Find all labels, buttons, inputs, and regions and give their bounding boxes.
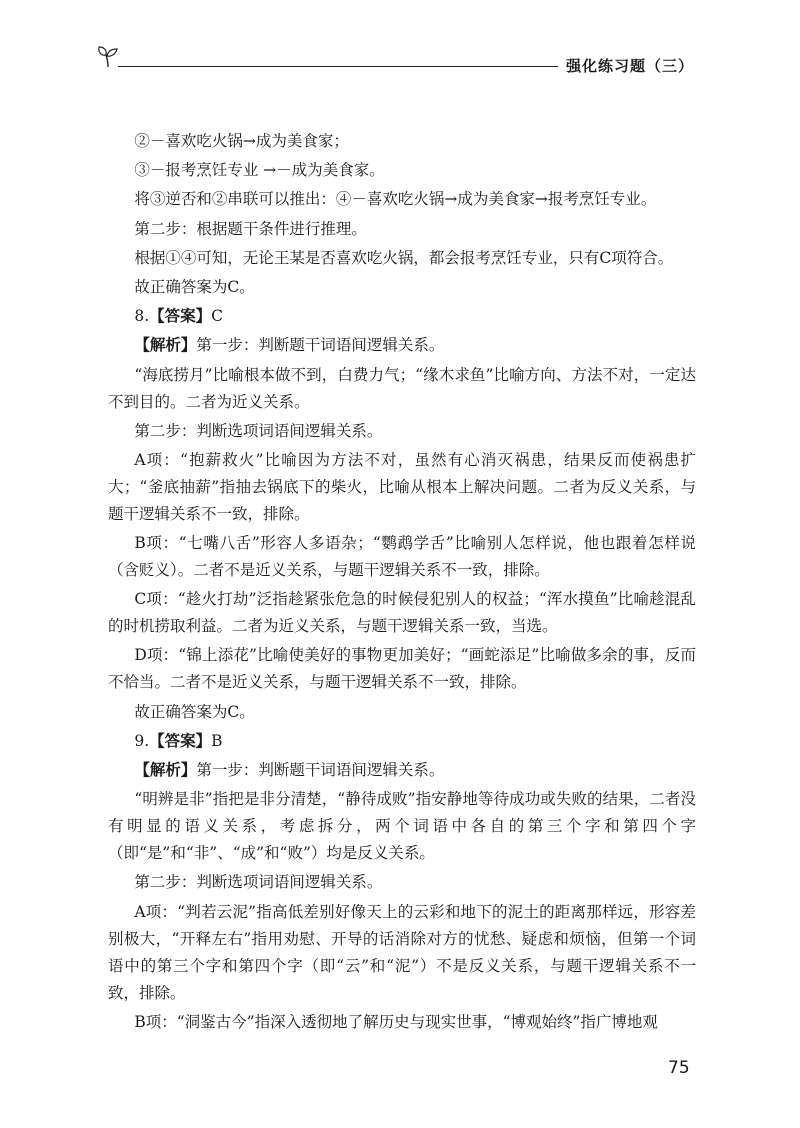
paragraph: A项：“判若云泥”指高低差别好像天上的云彩和地下的泥土的距离那样远，形容差别极大，“开释左右”指用劝慰、开导的话消除对方的忧愁、疑虑和烦恼，但第一个词语中的第三个字和第四个字（即“云”和“泥”）不是反义关系，与题干逻辑关系不一致，排除。 [108,902,696,1002]
header-rule [118,66,558,67]
paragraph: ③－报考烹饪专业 →－成为美食家。 [134,161,385,180]
paragraph-text: 第一步：判断题干词语间逻辑关系。 [196,336,445,355]
paragraph-text: C [211,307,224,326]
paragraph [108,332,696,359]
page-body [108,128,696,1038]
paragraph: C项：“趁火打劫”泛指趁紧张危急的时候侵犯别人的权益；“浑水摸鱼”比喻趁混乱的时机捞取利益。二者为近义关系，与题干逻辑关系一致，当选。 [108,590,696,636]
paragraph: 故正确答案为C。 [134,702,255,721]
section-tag: 【解析】 [134,336,197,355]
paragraph [108,728,696,755]
paragraph: 第二步：判断选项词语间逻辑关系。 [134,873,383,892]
section-tag: 【答案】 [149,731,212,750]
paragraph: ②－喜欢吃火锅→成为美食家； [134,132,349,150]
paragraph: 根据①④可知，无论王某是否喜欢吃火锅，都会报考烹饪专业，只有C项符合。 [134,248,674,267]
paragraph-text: 第一步：判断题干词语间逻辑关系。 [196,761,445,779]
question-number: 9. [134,731,150,750]
section-tag: 【答案】 [149,307,212,326]
paragraph: D项：“锦上添花”比喻使美好的事物更加美好；“画蛇添足”比喻做多余的事，反而不恰当。二者不是近义关系，与题干逻辑关系不一致，排除。 [108,646,696,692]
paragraph: 故正确答案为C。 [134,277,255,296]
paragraph [108,303,696,330]
running-header-title: 强化练习题（三） [566,57,695,75]
paragraph: “明辨是非”指把是非分清楚，“静待成败”指安静地等待成功或失败的结果，二者没有明显的语义关系，考虑拆分，两个词语中各自的第三个字和第四个字（即“是”和“非”、“成”和“败”）均是反义关系。 [108,790,696,863]
paragraph-text: B [211,731,223,750]
paragraph [108,757,696,784]
page-header [0,0,800,90]
paragraph: B项：“洞鉴古今”指深入透彻地了解历史与现实世事，“博观始终”指广博地观 [134,1012,658,1031]
paragraph: 将③逆否和②串联可以推出：④－喜欢吃火锅→成为美食家→报考烹饪专业。 [134,190,657,209]
paragraph: 第二步：根据题干条件进行推理。 [134,219,367,238]
sprout-icon [96,44,120,72]
paragraph: “海底捞月”比喻根本做不到，白费力气；“缘木求鱼”比喻方向、方法不对，一定达不到目的。二者为近义关系。 [108,365,696,411]
section-tag: 【解析】 [134,761,197,779]
page-number: 75 [668,1058,690,1078]
paragraph: B项：“七嘴八舌”形容人多语杂；“鹦鹉学舌”比喻别人怎样说，他也跟着怎样说（含贬义）。二者不是近义关系，与题干逻辑关系不一致，排除。 [108,534,696,580]
question-number: 8. [134,307,150,326]
paragraph: A项：“抱薪救火”比喻因为方法不对，虽然有心消灭祸患，结果反而使祸患扩大；“釜底抽薪”指抽去锅底下的柴火，比喻从根本上解决问题。二者为反义关系，与题干逻辑关系不一致，排除。 [108,450,696,523]
paragraph: 第二步：判断选项词语间逻辑关系。 [134,421,383,440]
